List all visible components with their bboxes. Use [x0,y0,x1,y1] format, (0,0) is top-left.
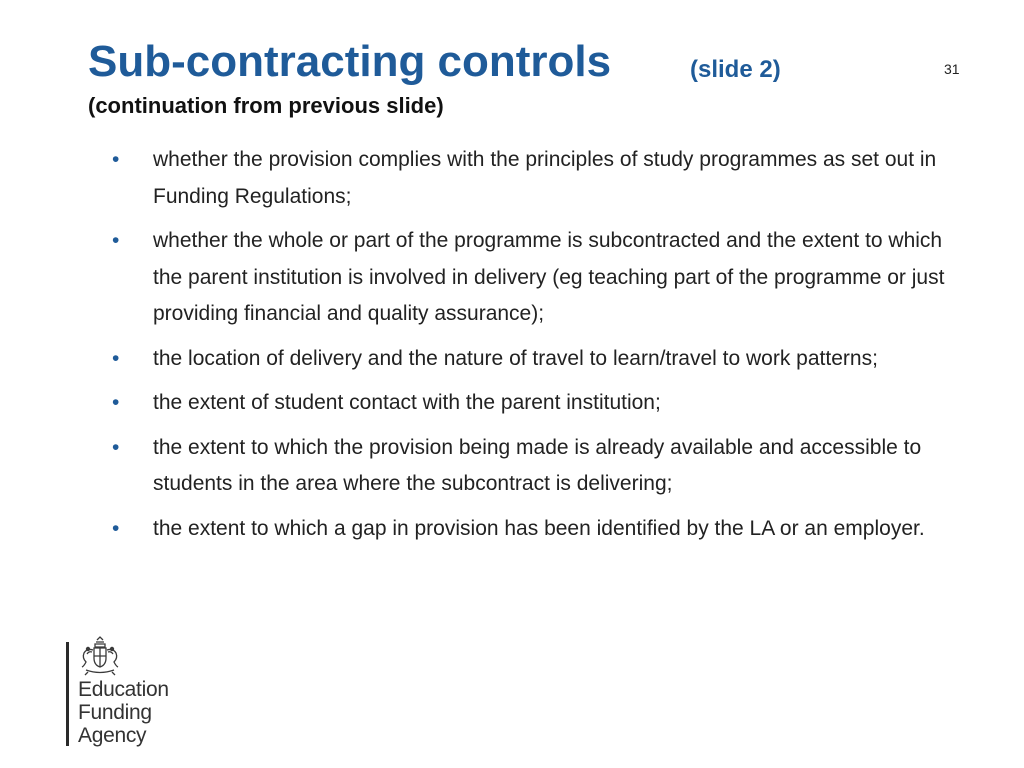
slide-number: 31 [944,61,960,77]
slide-subtitle: (continuation from previous slide) [88,93,444,118]
bullet-item [112,511,952,548]
bullet-text: the location of delivery and the nature of travel to learn/travel to work patterns; [153,346,878,370]
bullet-item [112,385,952,422]
bullet-text: whether the whole or part of the programme is subcontracted and the extent to which the parent institution is involved in delivery (eg teaching part of the programme or just providing financial and quality assurance); [153,229,945,325]
royal-crest-icon [78,636,122,676]
bullet-text: the extent to which a gap in provision has been identified by the LA or an employer. [153,516,925,540]
efa-logo [66,636,206,748]
bullet-icon: • [112,391,120,414]
bullet-text: whether the provision complies with the principles of study programmes as set out in Funding Regulations; [153,148,937,208]
bullet-text: the extent to which the provision being made is already available and accessible to students in the area where the subcontract is delivering; [153,435,922,495]
bullet-text: the extent of student contact with the parent institution; [153,391,661,414]
logo-line: Education [78,678,169,701]
bullet-list [112,142,952,555]
logo-text [78,678,169,747]
bullet-icon: • [112,229,120,252]
bullet-item [112,142,952,215]
logo-line: Funding [78,701,152,724]
slide-title-suffix: (slide 2) [690,56,781,83]
logo-line: Agency [78,724,147,747]
bullet-icon: • [112,516,120,540]
bullet-icon: • [112,346,120,370]
bullet-item [112,341,952,378]
logo-divider [66,642,69,746]
bullet-icon: • [112,435,120,459]
bullet-item [112,430,952,503]
bullet-item [112,223,952,333]
slide-title: Sub-contracting controls [88,37,612,86]
bullet-icon: • [112,148,120,171]
